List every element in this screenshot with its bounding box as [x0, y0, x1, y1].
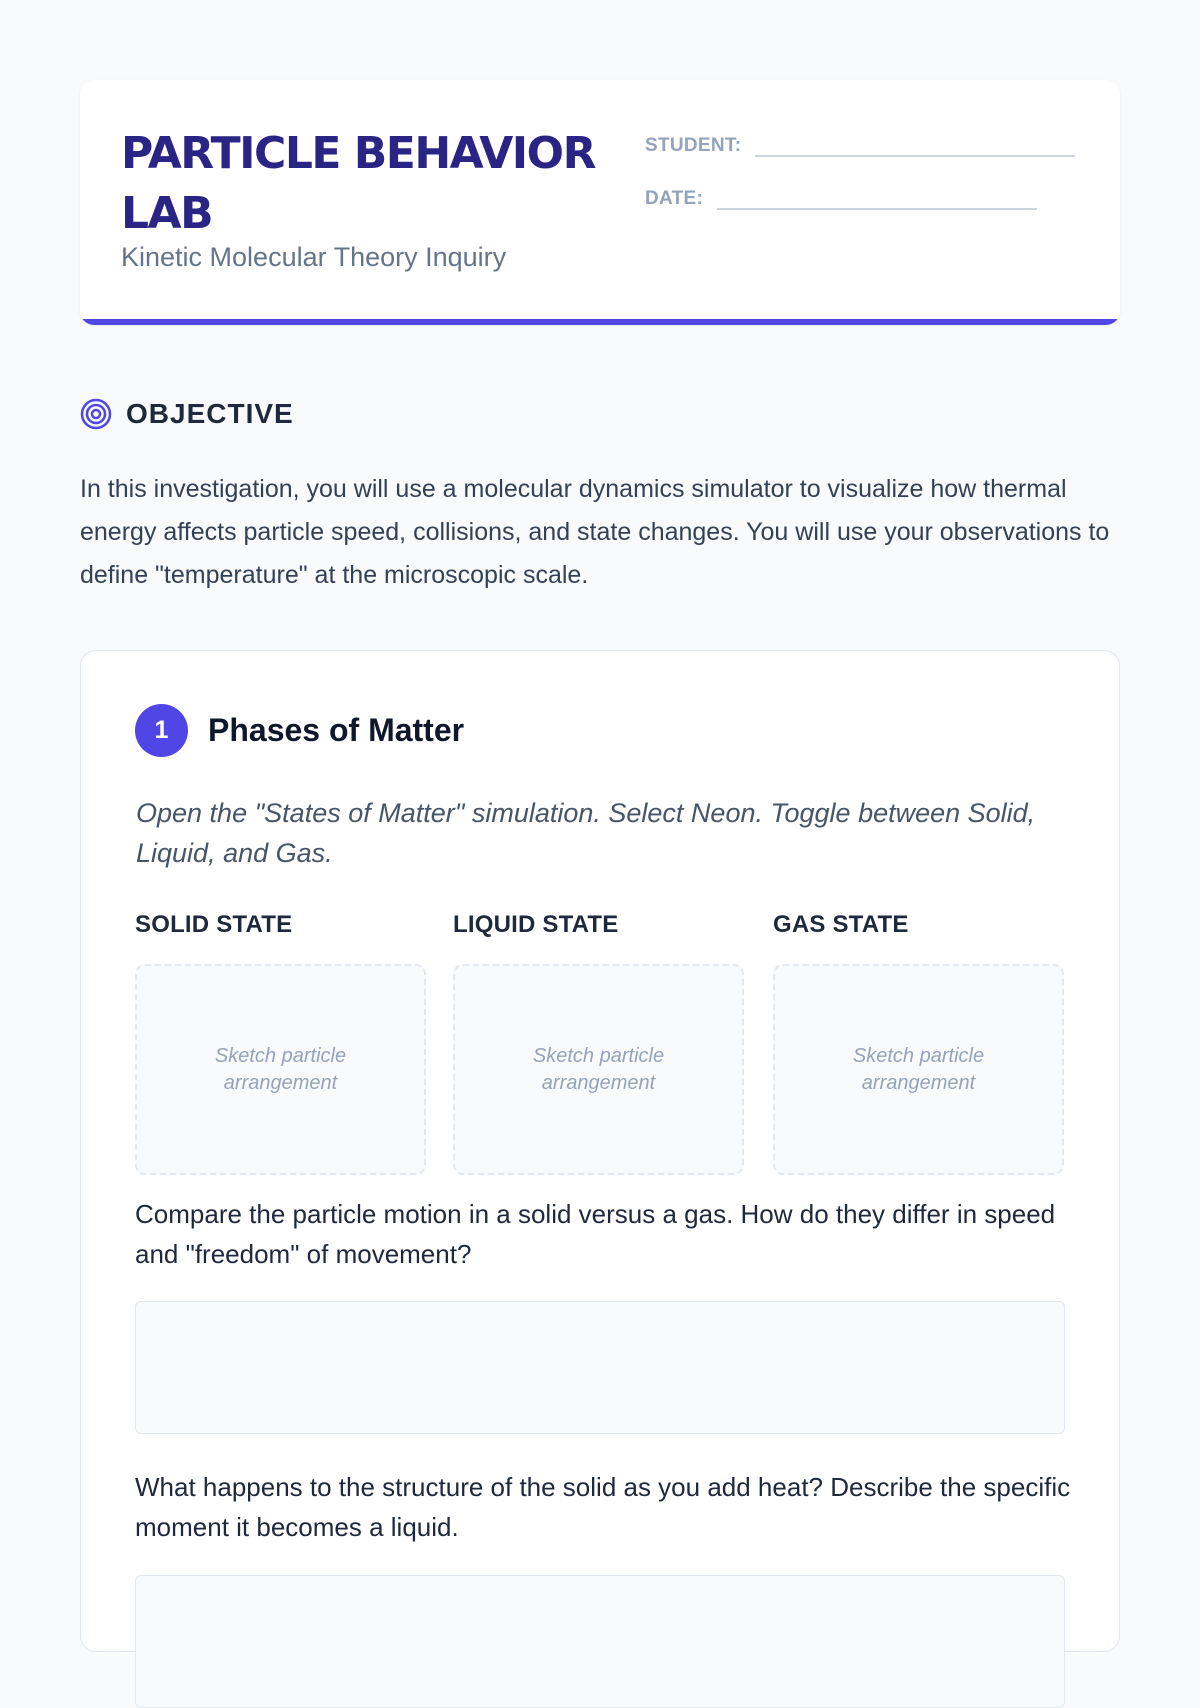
section-card-phases: [80, 650, 1120, 1652]
solid-state-column: [135, 911, 426, 1175]
question-1: Compare the particle motion in a solid versus a gas. How do they differ in speed and "freedom" of movement?: [135, 1199, 1056, 1269]
answer-box-2[interactable]: [135, 1575, 1065, 1708]
date-field: [645, 180, 1037, 210]
sketch-hint: Sketch particle arrangement: [214, 1044, 347, 1094]
section-title: Phases of Matter: [208, 712, 465, 748]
objective-text: In this investigation, you will use a molecular dynamics simulator to visualize how thermal energy affects particle speed, collisions, and state changes. You will use your observations to define "temperature" at the microscopic scale.: [80, 475, 1110, 589]
sketch-hint: Sketch particle arrangement: [852, 1044, 985, 1094]
date-label: DATE:: [645, 188, 704, 209]
worksheet-page: [80, 80, 1120, 1542]
header-card: [80, 80, 1120, 325]
section-instructions: Open the "States of Matter" simulation. Select Neon. Toggle between Solid, Liquid, and Gas.: [136, 798, 1036, 868]
sketch-hint: Sketch particle arrangement: [532, 1044, 665, 1094]
student-label: STUDENT:: [645, 135, 742, 156]
student-field: [645, 127, 1075, 157]
gas-state-column: [773, 911, 1064, 1175]
page-title: PARTICLE BEHAVIOR LAB: [121, 128, 595, 239]
student-input-line[interactable]: [755, 127, 1075, 157]
sketch-area[interactable]: [773, 964, 1064, 1175]
page-subtitle: Kinetic Molecular Theory Inquiry: [121, 242, 507, 272]
objective-heading: [80, 398, 294, 430]
liquid-state-column: [453, 911, 744, 1175]
date-input-line[interactable]: [717, 180, 1037, 210]
state-label: SOLID STATE: [135, 911, 293, 938]
sketch-area[interactable]: [453, 964, 744, 1175]
state-label: GAS STATE: [773, 911, 909, 938]
step-number-badge: 1: [135, 704, 188, 757]
question-2: What happens to the structure of the solid as you add heat? Describe the specific moment it becomes a liquid.: [135, 1472, 1071, 1542]
sketch-area[interactable]: [135, 964, 426, 1175]
target-icon: [80, 398, 112, 430]
section-header: [135, 704, 464, 757]
objective-title: OBJECTIVE: [126, 398, 294, 429]
answer-box-1[interactable]: [135, 1301, 1065, 1434]
header-accent-bar: [80, 319, 1120, 325]
state-label: LIQUID STATE: [453, 911, 619, 938]
